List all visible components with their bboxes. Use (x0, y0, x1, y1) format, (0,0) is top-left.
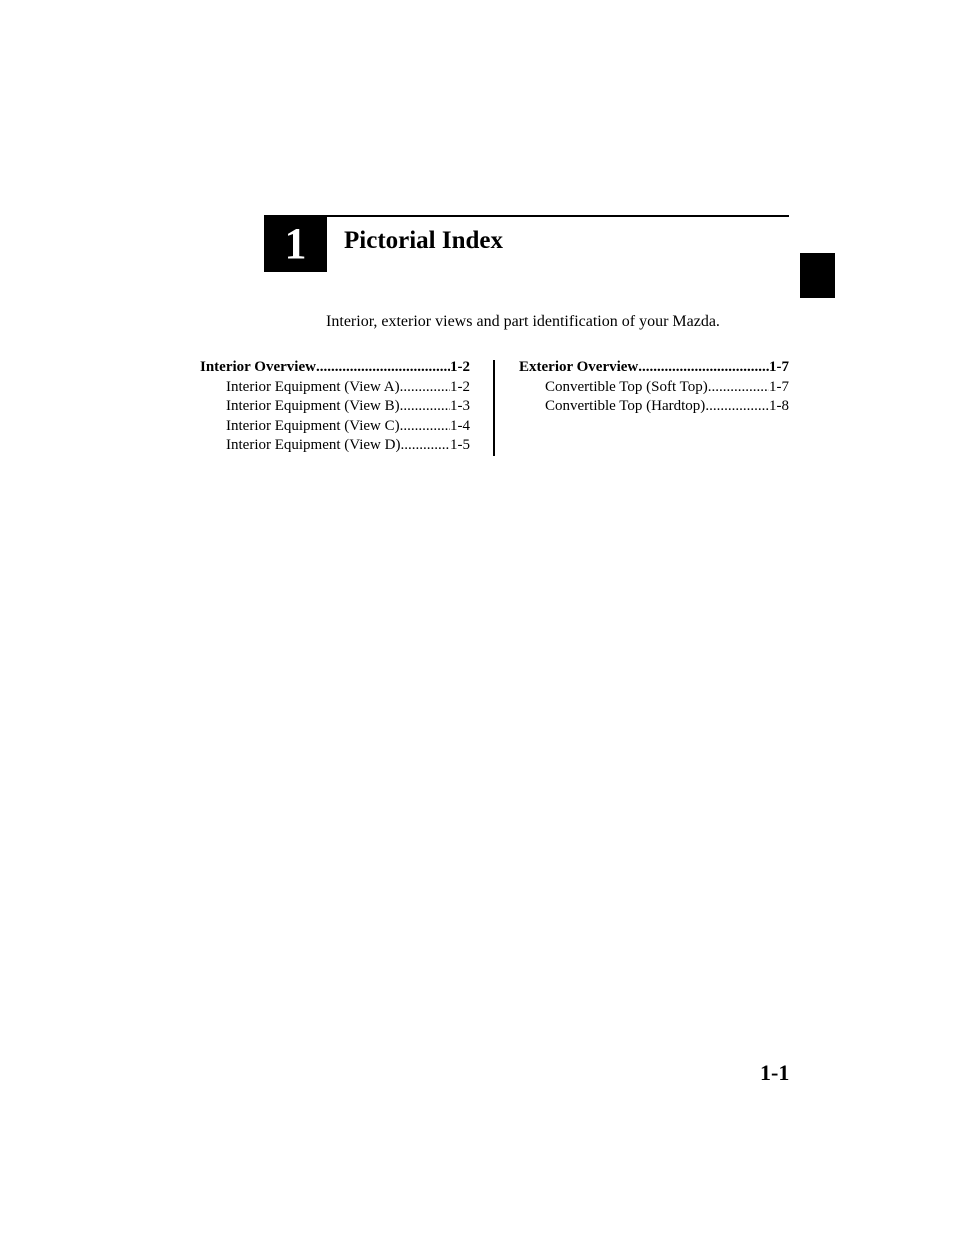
toc-entry-interior-view-a[interactable] (200, 378, 470, 398)
toc-leader-dots (400, 378, 450, 398)
toc-leader-dots (316, 358, 450, 378)
toc-entry-page: 1-5 (450, 437, 470, 453)
toc-leader-dots (638, 358, 769, 378)
toc-leader-dots (705, 397, 769, 417)
toc-right-column (519, 358, 789, 417)
toc-left-column (200, 358, 470, 456)
chapter-rule (264, 215, 789, 217)
toc-entry-page: 1-7 (769, 378, 789, 395)
toc-entry-label: Interior Equipment (View B) (226, 398, 400, 414)
toc-leader-dots (708, 378, 769, 398)
chapter-number: 1 (264, 215, 327, 272)
toc-entry-interior-view-c[interactable] (200, 417, 470, 437)
toc-entry-convertible-hardtop[interactable] (519, 397, 789, 417)
chapter-side-tab (800, 253, 835, 298)
toc-leader-dots (400, 397, 450, 417)
toc-entry-label: Convertible Top (Soft Top) (545, 378, 708, 395)
toc-entry-exterior-overview[interactable] (519, 358, 789, 378)
toc-column-divider (493, 360, 495, 456)
toc-entry-label: Exterior Overview (519, 359, 639, 375)
toc-entry-page: 1-3 (450, 398, 470, 414)
toc-entry-page: 1-2 (450, 378, 470, 395)
toc-entry-page: 1-2 (450, 359, 470, 375)
toc-leader-dots (400, 436, 450, 456)
chapter-header (264, 215, 789, 272)
toc-entry-label: Interior Equipment (View A) (226, 378, 400, 395)
toc-leader-dots (400, 417, 450, 437)
toc-entry-label: Interior Equipment (View C) (226, 417, 400, 434)
page-number: 1-1 (760, 1060, 790, 1085)
toc-entry-label: Interior Overview (200, 359, 316, 375)
chapter-intro: Interior, exterior views and part identification of your Mazda. (326, 313, 720, 330)
toc-entry-interior-overview[interactable] (200, 358, 470, 378)
toc-entry-label: Interior Equipment (View D) (226, 437, 401, 453)
toc-entry-interior-view-b[interactable] (200, 397, 470, 417)
toc-entry-page: 1-7 (769, 359, 789, 375)
toc-entry-label: Convertible Top (Hardtop) (545, 398, 706, 414)
toc-entry-interior-view-d[interactable] (200, 436, 470, 456)
toc-entry-page: 1-8 (769, 398, 789, 414)
toc-entry-convertible-soft-top[interactable] (519, 378, 789, 398)
toc-entry-page: 1-4 (450, 417, 470, 434)
chapter-title: Pictorial Index (344, 227, 504, 254)
